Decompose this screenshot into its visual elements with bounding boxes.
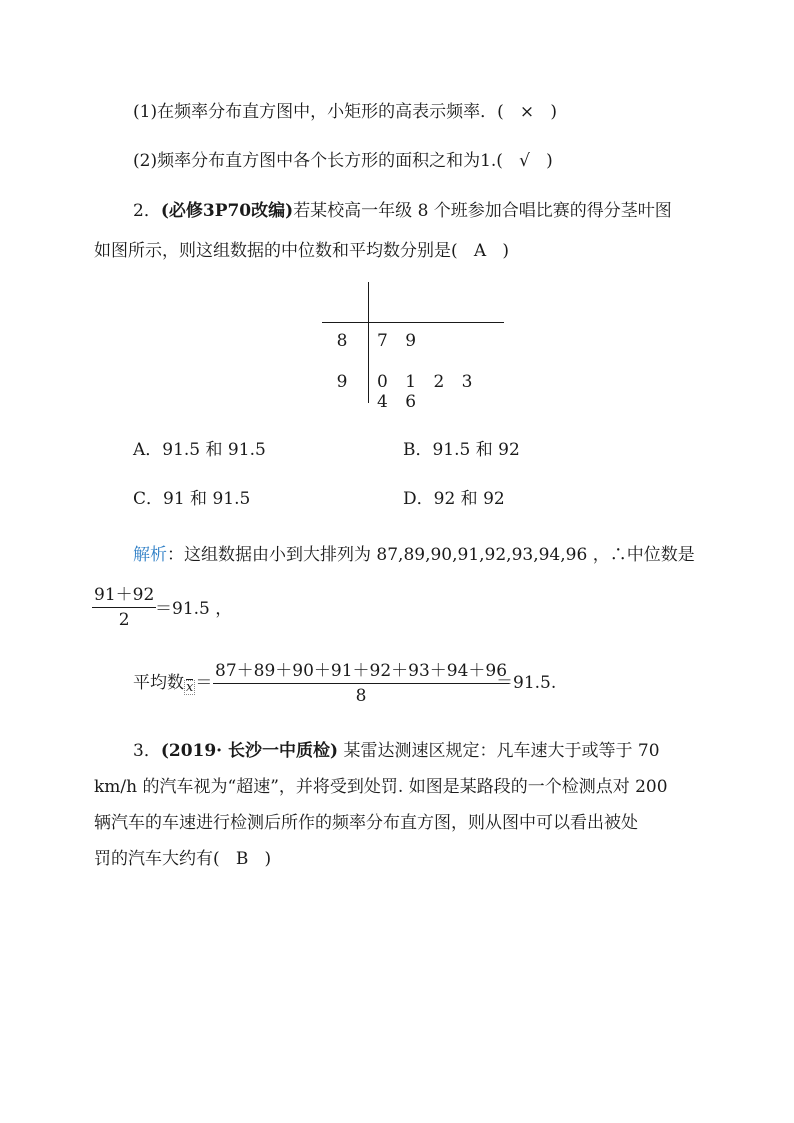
- mean-symbol: x: [186, 680, 194, 695]
- question-source: (必修3P70改编): [160, 201, 294, 221]
- leaf-values: 0 1 2 3 4 6: [377, 372, 479, 412]
- option-b: B．91.5 和 92: [403, 440, 520, 460]
- question-2-line-2: 如图所示，则这组数据的中位数和平均数分别是( A ): [94, 241, 509, 261]
- question-3-line-4: 罚的汽车大约有( B ): [94, 849, 272, 869]
- mean-fraction: [213, 656, 509, 706]
- question-text: 某雷达测速区规定：凡车速大于或等于 70: [338, 741, 660, 761]
- stem-value: 9: [336, 372, 348, 392]
- median-fraction: [92, 580, 156, 630]
- solution-label: 解析: [133, 545, 167, 565]
- question-text: 若某校高一年级 8 个班参加合唱比赛的得分茎叶图: [293, 201, 672, 221]
- mean-label: 平均数: [133, 673, 184, 693]
- fraction-bar: [213, 683, 509, 684]
- median-result: ＝91.5 ，: [155, 599, 233, 619]
- question-number: 3．: [133, 741, 161, 761]
- mean-label-group: 平均数 x ＝: [133, 673, 213, 695]
- solution-text: ：这组数据由小到大排列为 87,89,90,91,92,93,94,96 ，∴中位数是: [167, 545, 695, 565]
- question-3-line-3: 辆汽车的车速进行检测后所作的频率分布直方图，则从图中可以看出被处: [94, 813, 638, 833]
- question-source: (2019· 长沙一中质检): [160, 741, 339, 761]
- mean-numerator: 87＋89＋90＋91＋92＋93＋94＋96: [215, 661, 508, 681]
- question-3-line-2: km/h 的汽车视为“超速”，并将受到处罚. 如图是某路段的一个检测点对 200: [94, 777, 668, 797]
- stem-divider-vertical: [368, 282, 369, 403]
- median-numerator: 91＋92: [94, 585, 155, 605]
- judgment-1: (1)在频率分布直方图中，小矩形的高表示频率．( × ): [133, 102, 558, 122]
- option-c: C．91 和 91.5: [133, 489, 251, 509]
- question-number: 2．: [133, 201, 161, 221]
- option-d: D．92 和 92: [403, 489, 505, 509]
- mean-symbol-box: [184, 680, 195, 695]
- stem-leaf-plot: [322, 282, 504, 412]
- question-2-line-1: [133, 196, 672, 221]
- fraction-bar: [92, 607, 156, 608]
- stem-value: 8: [336, 331, 348, 351]
- solution-line-1: [133, 540, 695, 565]
- question-3-line-1: [133, 736, 660, 761]
- judgment-2: (2)频率分布直方图中各个长方形的面积之和为1.( √ ): [133, 151, 553, 171]
- mean-denominator: 8: [355, 686, 367, 706]
- mean-result: ＝91.5.: [496, 673, 557, 693]
- mean-overbar: [186, 679, 193, 680]
- leaf-values: 7 9: [377, 331, 423, 351]
- option-a: A．91.5 和 91.5: [133, 440, 266, 460]
- median-denominator: 2: [118, 610, 130, 630]
- stem-divider-horizontal: [322, 322, 504, 323]
